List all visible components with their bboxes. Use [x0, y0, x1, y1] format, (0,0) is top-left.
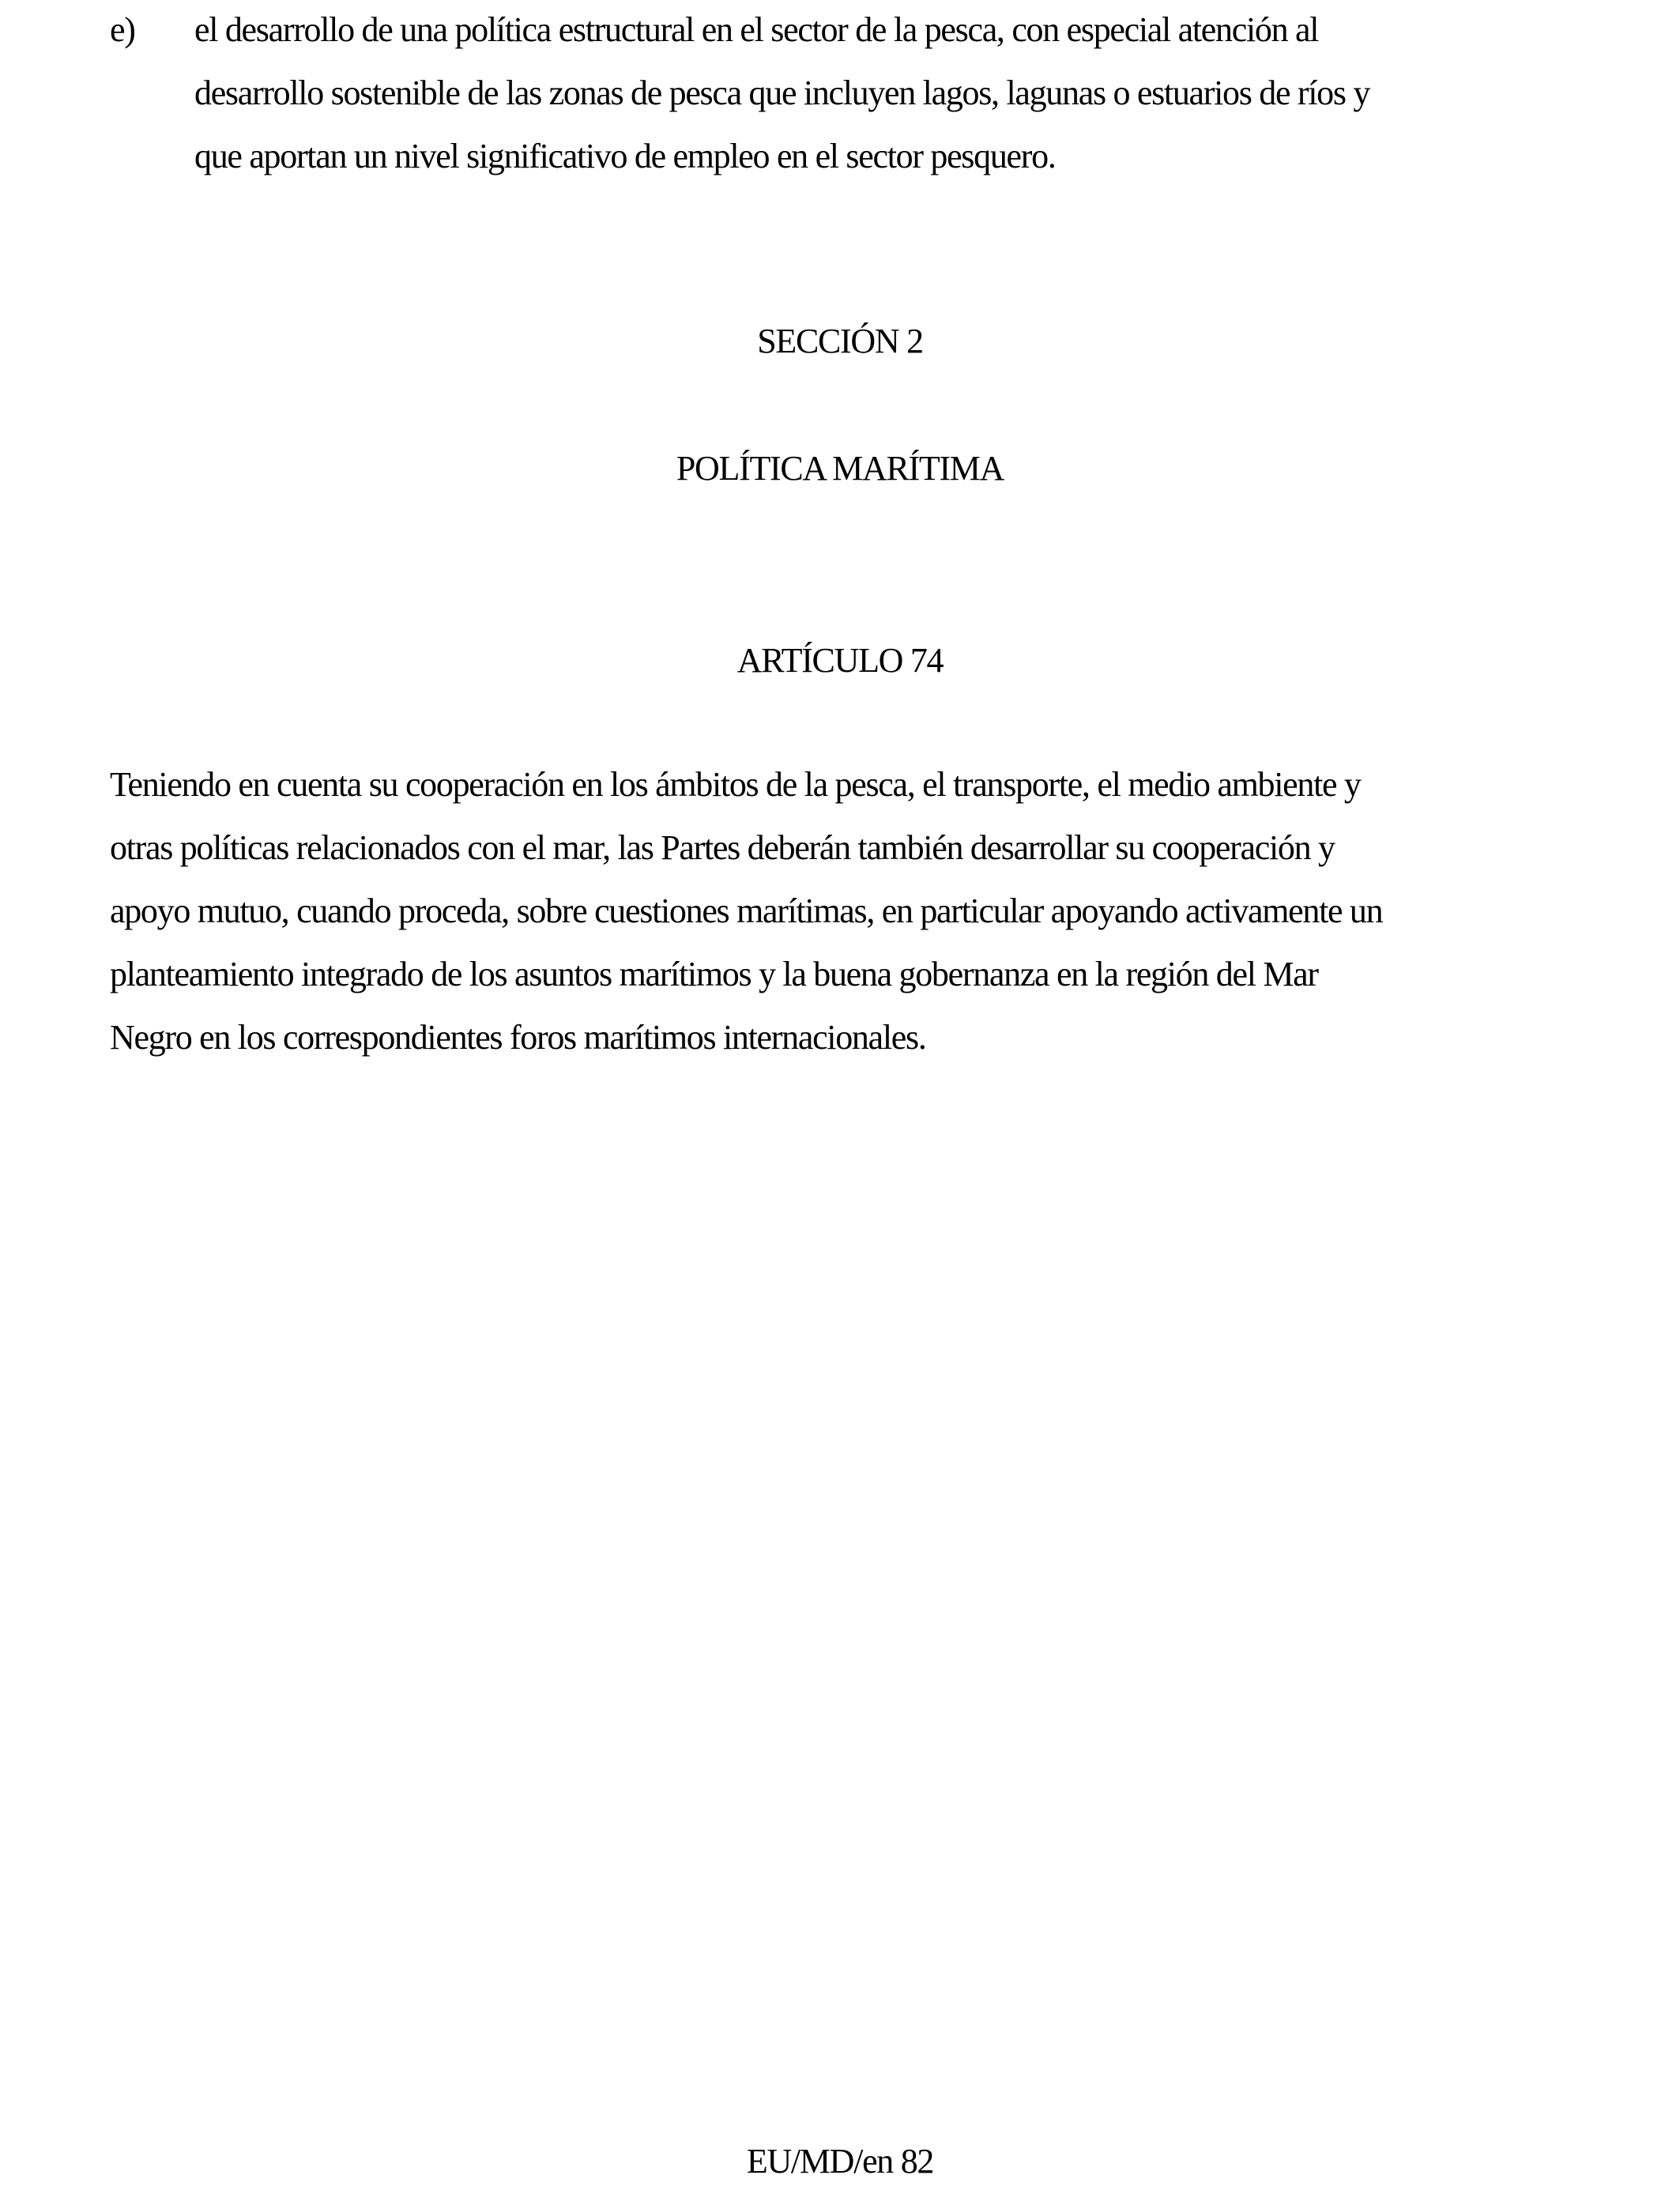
section-heading: SECCIÓN 2 — [757, 322, 923, 360]
list-item-e — [194, 0, 1369, 188]
article-paragraph-line-5: Negro en los correspondientes foros marítimos internacionales. — [110, 1018, 926, 1057]
article-paragraph-line-2: otras políticas relacionados con el mar, las Partes deberán también desarrollar su cooperación y — [110, 828, 1335, 867]
page-number-footer: EU/MD/en 82 — [746, 2142, 934, 2181]
article-paragraph — [110, 753, 1382, 1069]
list-item-e-line-3: que aportan un nivel significativo de empleo en el sector pesquero. — [194, 137, 1056, 175]
list-item-e-line-2: desarrollo sostenible de las zonas de pesca que incluyen lagos, lagunas o estuarios de ríos y — [194, 74, 1370, 112]
article-paragraph-line-4: planteamiento integrado de los asuntos marítimos y la buena gobernanza en la región del Mar — [110, 955, 1318, 993]
list-item-e-line-1: el desarrollo de una política estructural en el sector de la pesca, con especial atención al — [194, 10, 1319, 49]
section-title-heading: POLÍTICA MARÍTIMA — [676, 449, 1004, 488]
article-paragraph-line-1: Teniendo en cuenta su cooperación en los ámbitos de la pesca, el transporte, el medio ambiente y — [110, 765, 1361, 804]
list-item-e-marker: e) — [110, 10, 135, 49]
article-heading: ARTÍCULO 74 — [736, 641, 944, 680]
article-paragraph-line-3: apoyo mutuo, cuando proceda, sobre cuestiones marítimas, en particular apoyando activamente un — [110, 892, 1383, 930]
